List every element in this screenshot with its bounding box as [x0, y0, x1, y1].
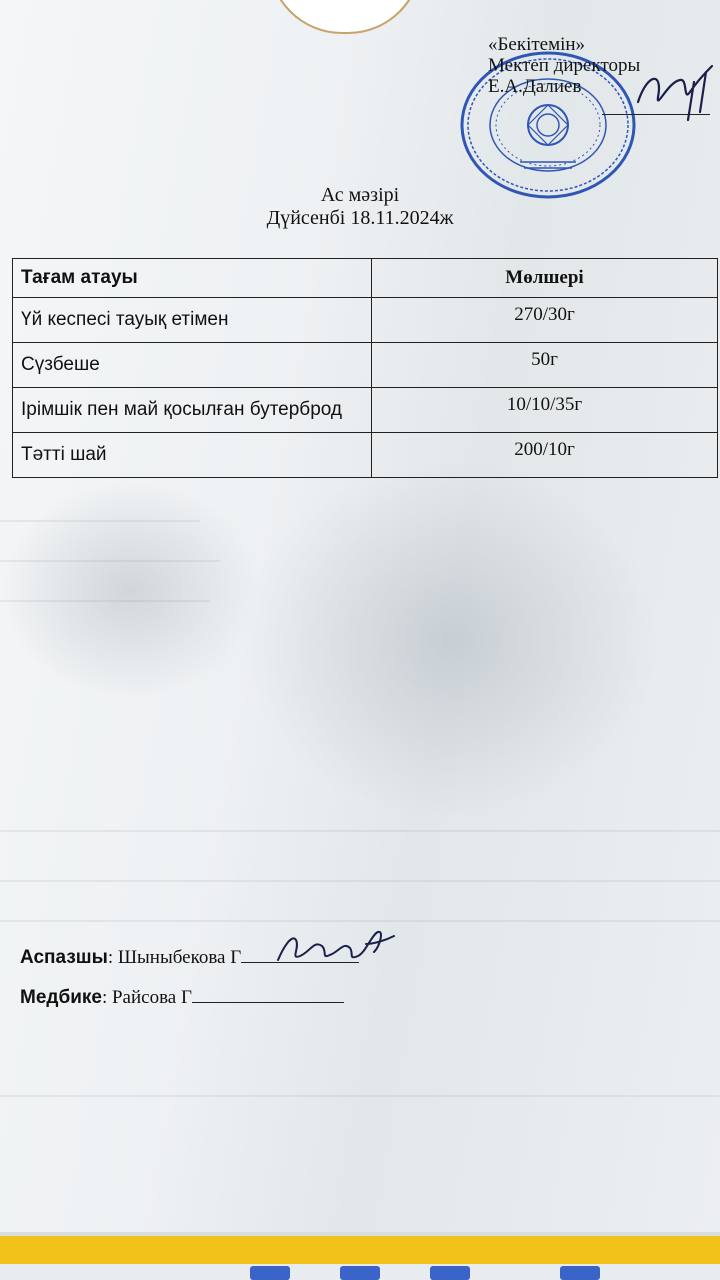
bleed-through-line — [0, 600, 210, 602]
table-row — [13, 433, 718, 478]
bleed-through-line — [0, 920, 720, 922]
bleed-through-line — [0, 1095, 720, 1097]
approval-director-name: Е.А.Далиев — [488, 76, 582, 97]
nurse-sign-line — [192, 984, 344, 1003]
table-row — [13, 343, 718, 388]
director-sign-line — [602, 114, 710, 115]
cook-line — [20, 944, 359, 969]
cook-sign-line — [241, 944, 359, 963]
dish-amount: 10/10/35г — [372, 388, 718, 433]
dish-amount: 270/30г — [372, 298, 718, 343]
table-row — [13, 298, 718, 343]
dish-name: Үй кеспесі тауық етімен — [13, 298, 372, 343]
table-header-row — [13, 259, 718, 298]
dish-name: Сүзбеше — [13, 343, 372, 388]
nurse-name: : Райсова Г — [101, 987, 192, 1008]
yellow-border-strip — [0, 1236, 720, 1264]
plate-shape — [268, 0, 422, 34]
dish-amount: 200/10г — [372, 433, 718, 478]
header-amount: Мөлшері — [372, 259, 718, 298]
approval-position: Мектеп директоры — [488, 55, 641, 76]
table-row — [13, 388, 718, 433]
bleed-through-line — [0, 880, 720, 882]
menu-table — [12, 258, 718, 478]
dish-amount: 50г — [372, 343, 718, 388]
bleed-through-line — [0, 520, 200, 522]
decorative-dash — [250, 1266, 290, 1280]
menu-title: Ас мәзірі — [320, 184, 400, 206]
background-shadow — [240, 460, 660, 820]
decorative-dash — [340, 1266, 380, 1280]
bleed-through-line — [0, 830, 720, 832]
bleed-through-line — [0, 560, 220, 562]
dish-name: Тәтті шай — [13, 433, 372, 478]
approval-block — [488, 34, 698, 97]
decorative-dash — [430, 1266, 470, 1280]
nurse-label: Медбике — [20, 987, 102, 1008]
nurse-line — [20, 984, 344, 1009]
cook-label: Аспазшы — [20, 947, 108, 968]
cook-name: : Шыныбекова Г — [107, 947, 242, 968]
approval-approved: «Бекітемін» — [488, 34, 586, 55]
menu-date: Дүйсенбі 18.11.2024ж — [266, 207, 454, 229]
header-dish-name: Тағам атауы — [13, 259, 372, 298]
dish-name: Ірімшік пен май қосылған бутерброд — [13, 388, 372, 433]
background-shadow — [0, 480, 260, 700]
decorative-dash — [560, 1266, 600, 1280]
